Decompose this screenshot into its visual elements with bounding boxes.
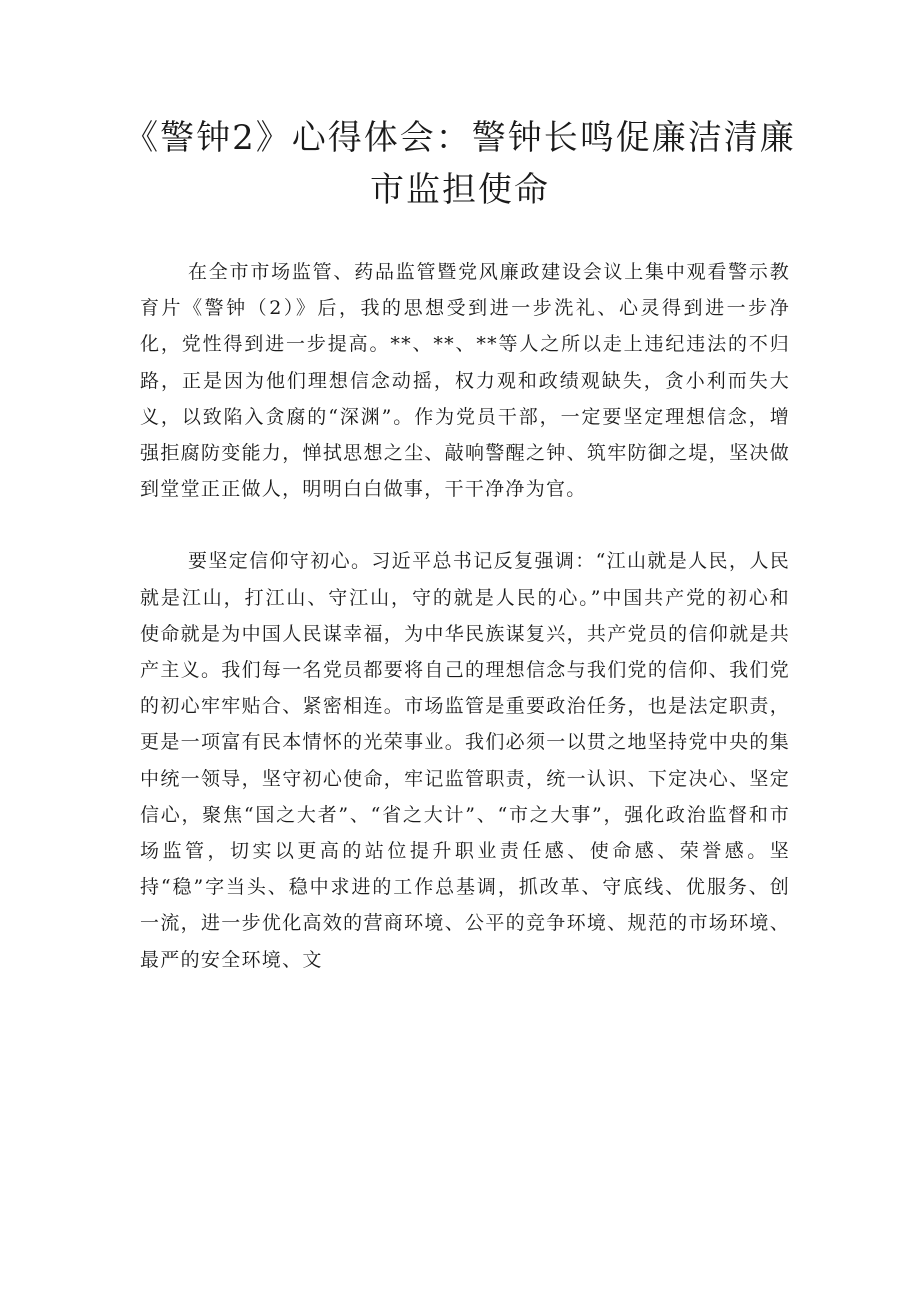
title-line-1: 《警钟2》心得体会：警钟长鸣促廉洁清廉: [124, 118, 796, 158]
document-title: [120, 112, 800, 216]
paragraph-faith: 要坚定信仰守初心。习近平总书记反复强调：“江山就是人民，人民就是江山，打江山、守江山，守的就是人民的心。”中国共产党的初心和使命就是为中国人民谋幸福，为中华民族谋复兴，共产党员的信仰就是共产主义。我们每一名党员都要将自己的理想信念与我们党的信仰、我们党的初心牢牢贴合、紧密相连。市场监管是重要政治任务，也是法定职责，更是一项富有民本情怀的光荣事业。我们必须一以贯之地坚持党中央的集中统一领导，坚守初心使命，牢记监管职责，统一认识、下定决心、坚定信心，聚焦“国之大者”、“省之大计”、“市之大事”，强化政治监督和市场监管，切实以更高的站位提升职业责任感、使命感、荣誉感。坚持“稳”字当头、稳中求进的工作总基调，抓改革、守底线、优服务、创一流，进一步优化高效的营商环境、公平的竞争环境、规范的市场环境、最严的安全环境、文: [140, 550, 790, 971]
document-body: [140, 254, 790, 978]
title-line-2: 市监担使命: [370, 170, 550, 210]
paragraph-intro: 在全市市场监管、药品监管暨党风廉政建设会议上集中观看警示教育片《警钟（2）》后，我的思想受到进一步洗礼、心灵得到进一步净化，党性得到进一步提高。**、**、**等人之所以走上违纪违法的不归路，正是因为他们理想信念动摇，权力观和政绩观缺失，贪小利而失大义，以致陷入贪腐的“深渊”。作为党员干部，一定要坚定理想信念，增强拒腐防变能力，惮拭思想之尘、敲响警醒之钟、筑牢防御之堤，坚决做到堂堂正正做人，明明白白做事，干干净净为官。: [140, 261, 790, 501]
